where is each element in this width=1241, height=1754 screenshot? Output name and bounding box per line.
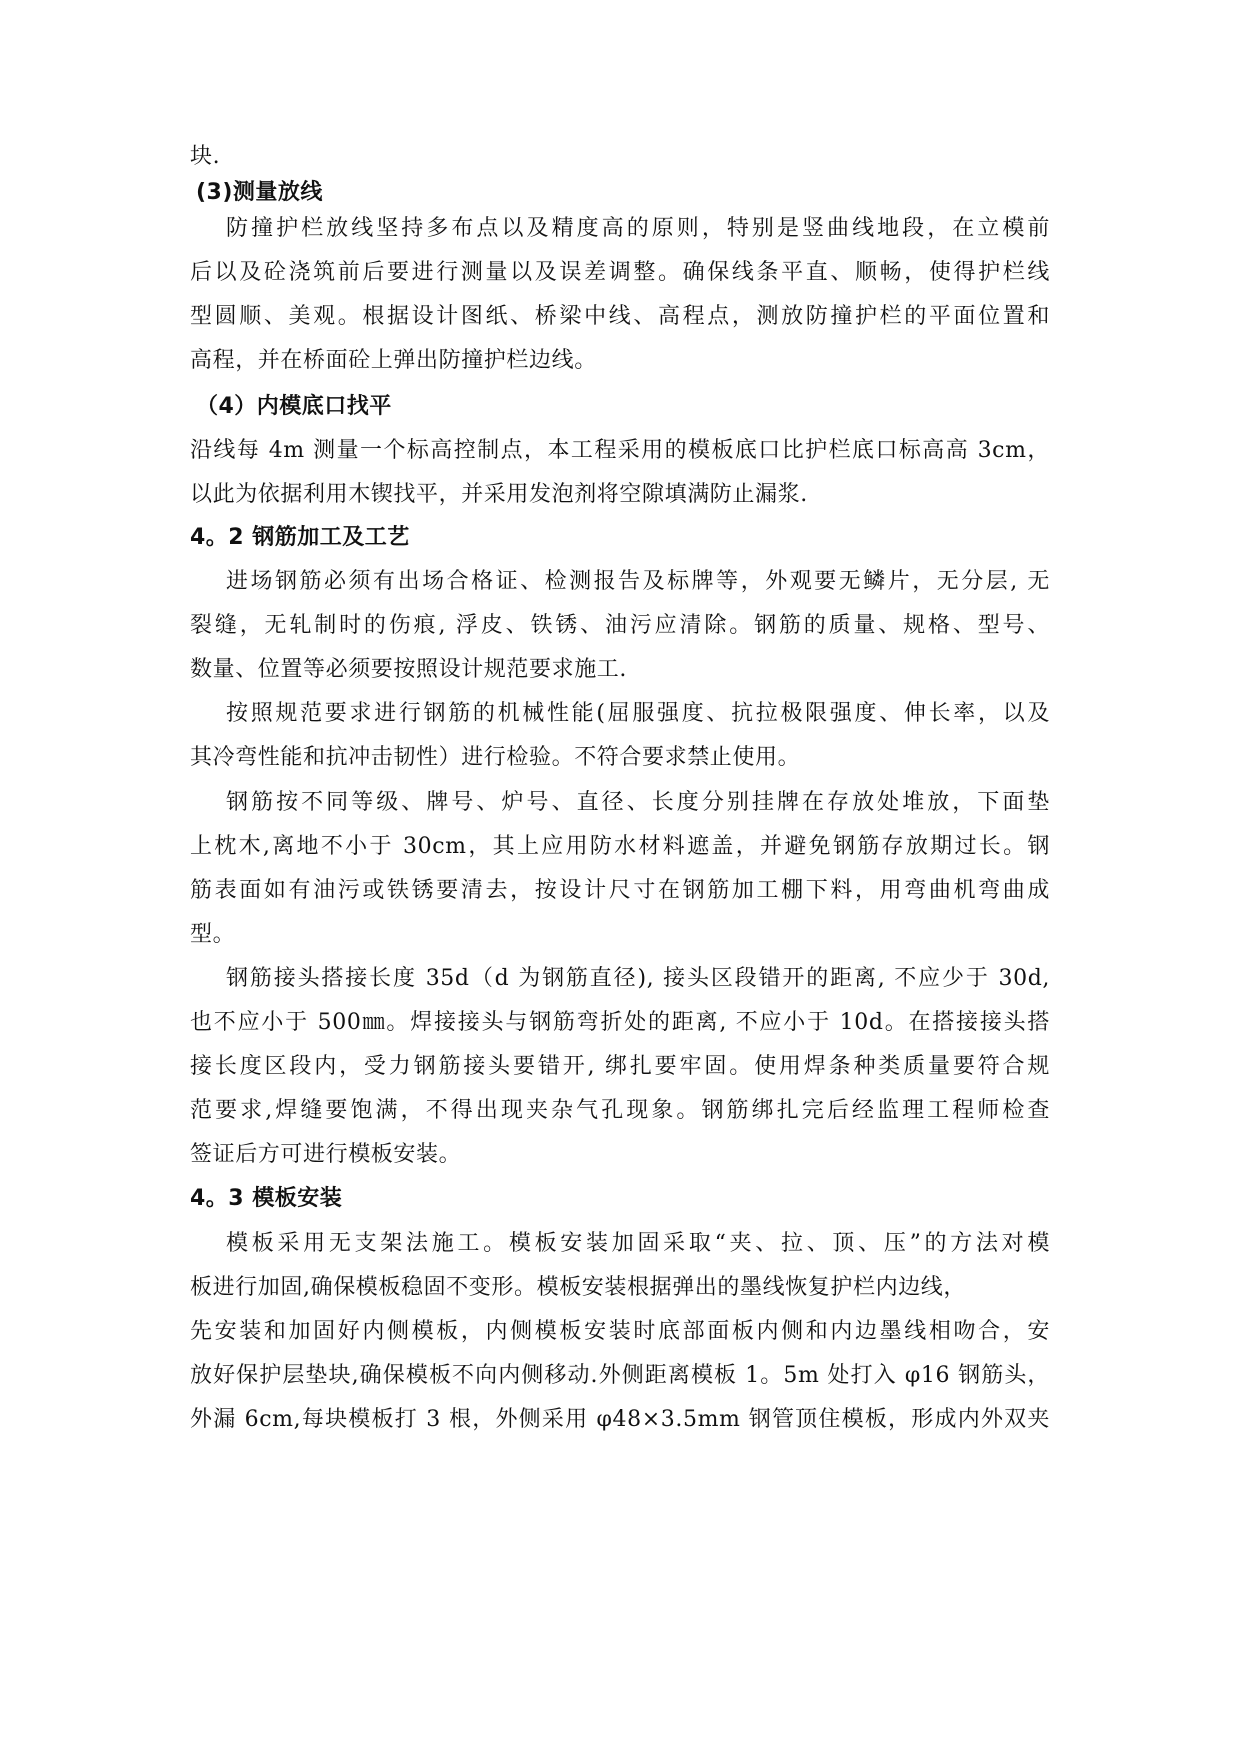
paragraph-line: 筋表面如有油污或铁锈要清去，按设计尺寸在钢筋加工棚下料，用弯曲机弯曲成: [190, 878, 1050, 903]
paragraph-line: 裂缝，无轧制时的伤痕, 浮皮、铁锈、油污应清除。钢筋的质量、规格、型号、: [190, 613, 1050, 638]
paragraph-line: 进场钢筋必须有出场合格证、检测报告及标牌等，外观要无鳞片，无分层, 无: [226, 569, 1050, 594]
paragraph-line: 型圆顺、美观。根据设计图纸、桥梁中线、高程点，测放防撞护栏的平面位置和: [190, 304, 1050, 329]
paragraph-line: 外漏 6cm,每块模板打 3 根，外侧采用 φ48×3.5mm 钢管顶住模板，形成内外双夹: [190, 1407, 1050, 1432]
paragraph-line: 沿线每 4m 测量一个标高控制点，本工程采用的模板底口比护栏底口标高高 3cm，: [190, 438, 1050, 463]
section-heading-leveling: （4）内模底口找平: [196, 394, 392, 419]
paragraph-line: 范要求,焊缝要饱满，不得出现夹杂气孔现象。钢筋绑扎完后经监理工程师检查: [190, 1098, 1050, 1123]
paragraph-line: 以此为依据利用木锲找平，并采用发泡剂将空隙填满防止漏浆.: [190, 482, 808, 507]
paragraph-line: 放好保护层垫块,确保模板不向内侧移动.外侧距离模板 1。5m 处打入 φ16 钢筋头，: [190, 1363, 1050, 1388]
section-heading-formwork: 4。3 模板安装: [190, 1186, 343, 1211]
paragraph-line: 其冷弯性能和抗冲击韧性）进行检验。不符合要求禁止使用。: [190, 745, 801, 770]
paragraph-line: 型。: [190, 922, 236, 947]
section-heading-survey: (3)测量放线: [196, 180, 323, 205]
paragraph-line: 高程，并在桥面砼上弹出防撞护栏边线。: [190, 348, 597, 373]
text-line: 块.: [190, 144, 221, 169]
section-heading-rebar: 4。2 钢筋加工及工艺: [190, 525, 410, 550]
paragraph-line: 板进行加固,确保模板稳固不变形。模板安装根据弹出的墨线恢复护栏内边线，: [190, 1275, 966, 1300]
paragraph-line: 接长度区段内，受力钢筋接头要错开, 绑扎要牢固。使用焊条种类质量要符合规: [190, 1054, 1050, 1079]
paragraph-line: 模板采用无支架法施工。模板安装加固采取“夹、拉、顶、压”的方法对模: [226, 1231, 1050, 1256]
paragraph-line: 钢筋按不同等级、牌号、炉号、直径、长度分别挂牌在存放处堆放，下面垫: [226, 790, 1050, 815]
paragraph-line: 先安装和加固好内侧模板，内侧模板安装时底部面板内侧和内边墨线相吻合，安: [190, 1319, 1050, 1344]
paragraph-line: 上枕木,离地不小于 30cm，其上应用防水材料遮盖，并避免钢筋存放期过长。钢: [190, 834, 1050, 859]
paragraph-line: 也不应小于 500㎜。焊接接头与钢筋弯折处的距离, 不应小于 10d。在搭接接头搭: [190, 1010, 1050, 1035]
paragraph-line: 防撞护栏放线坚持多布点以及精度高的原则，特别是竖曲线地段，在立模前: [226, 216, 1050, 241]
paragraph-line: 后以及砼浇筑前后要进行测量以及误差调整。确保线条平直、顺畅，使得护栏线: [190, 260, 1050, 285]
paragraph-line: 数量、位置等必须要按照设计规范要求施工.: [190, 657, 627, 682]
paragraph-line: 签证后方可进行模板安装。: [190, 1142, 462, 1167]
paragraph-line: 按照规范要求进行钢筋的机械性能(屈服强度、抗拉极限强度、伸长率，以及: [226, 701, 1050, 726]
paragraph-line: 钢筋接头搭接长度 35d（d 为钢筋直径), 接头区段错开的距离, 不应少于 30d,: [226, 966, 1050, 991]
